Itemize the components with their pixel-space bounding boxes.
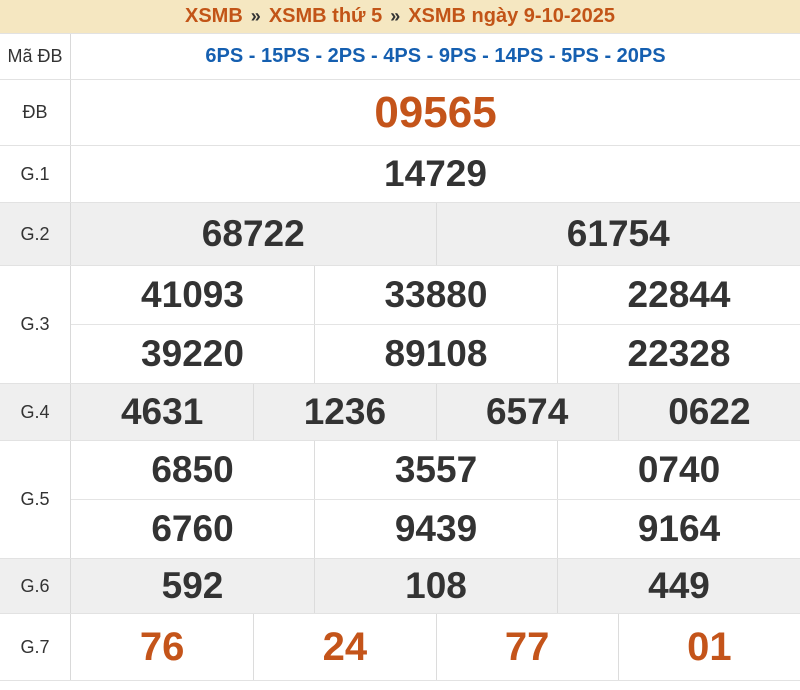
special-code-value: 6PS - 15PS - 2PS - 4PS - 9PS - 14PS - 5PS - 20PS: [205, 45, 666, 67]
prize-number: 0740: [557, 441, 800, 499]
prize-number: 9439: [314, 500, 557, 558]
row-prize-1: [0, 145, 800, 202]
row-ma-db: [0, 33, 800, 79]
prize-label-g1: G.1: [0, 146, 71, 202]
breadcrumb-link-xsmb-thu-5[interactable]: XSMB thứ 5: [268, 5, 383, 27]
row-special-prize: [0, 79, 800, 145]
prize-number: 3557: [314, 441, 557, 499]
row-prize-7: [0, 613, 800, 681]
prize-label-g2: G.2: [0, 203, 71, 265]
prize-number: 22328: [557, 325, 800, 383]
special-prize-number: 09565: [374, 87, 497, 137]
prize-number: 89108: [314, 325, 557, 383]
breadcrumb-separator: »: [250, 6, 261, 26]
prize-label-g3: G.3: [0, 266, 71, 383]
prize-number: 6760: [151, 508, 234, 549]
row-prize-5: [0, 440, 800, 558]
prize-number: 108: [314, 559, 557, 613]
prize-number: 6850: [151, 449, 234, 490]
prize-number: 22844: [557, 266, 800, 324]
prize-number: 76: [139, 624, 185, 669]
prize-number: 1236: [253, 384, 435, 440]
prize-label-g5: G.5: [0, 441, 71, 558]
prize-label-g4: G.4: [0, 384, 71, 440]
prize-number: 61754: [436, 203, 800, 265]
prize-number: 9164: [557, 500, 800, 558]
prize-number: 24: [253, 614, 435, 680]
prize-number: 01: [618, 614, 800, 680]
prize-label-g7: G.7: [0, 614, 71, 680]
prize-number: 6574: [436, 384, 618, 440]
breadcrumb-link-xsmb-date[interactable]: XSMB ngày 9-10-2025: [408, 5, 615, 27]
prize-number: 41093: [141, 274, 244, 315]
prize-number: 14729: [384, 153, 487, 194]
prize-label-g6: G.6: [0, 559, 71, 613]
breadcrumb-link-xsmb[interactable]: XSMB: [185, 5, 243, 27]
row-prize-3: [0, 265, 800, 383]
breadcrumb: [0, 0, 800, 33]
row-prize-2: [0, 202, 800, 265]
prize-number: 0622: [618, 384, 800, 440]
prize-number: 592: [161, 565, 224, 606]
prize-label-ma-db: Mã ĐB: [0, 34, 71, 79]
prize-number: 4631: [120, 391, 204, 432]
prize-number: 33880: [314, 266, 557, 324]
prize-number: 77: [436, 614, 618, 680]
prize-number: 449: [557, 559, 800, 613]
breadcrumb-separator: »: [390, 6, 401, 26]
prize-number: 39220: [141, 333, 244, 374]
row-prize-6: [0, 558, 800, 613]
row-prize-4: [0, 383, 800, 440]
prize-number: 68722: [201, 213, 305, 254]
prize-label-db: ĐB: [0, 80, 71, 145]
